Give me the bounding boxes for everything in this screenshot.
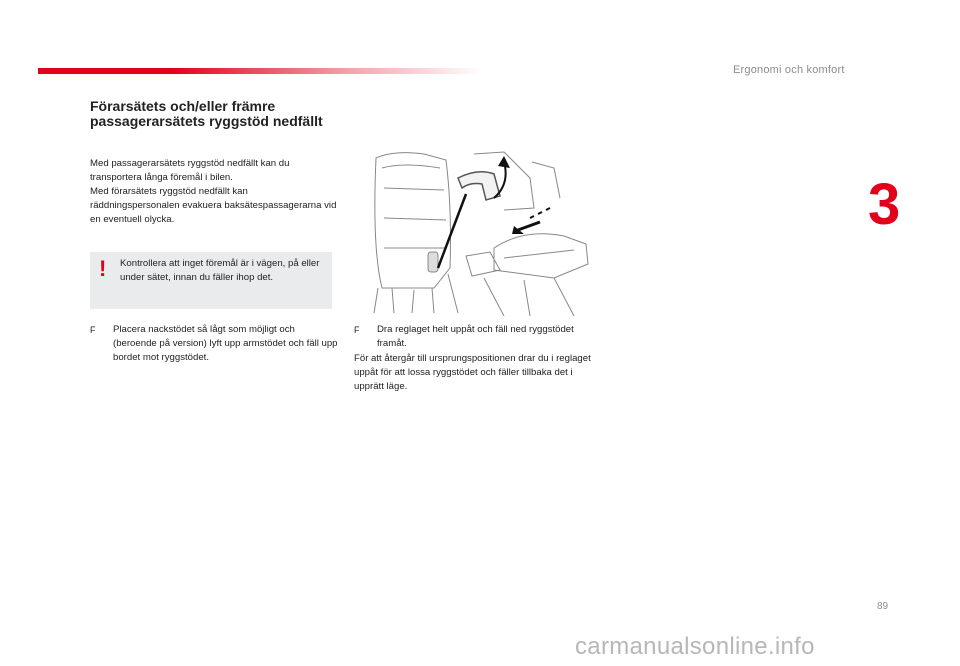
- page-title: Förarsätets och/eller främre passagerarsätets ryggstöd nedfällt: [90, 98, 323, 129]
- step-item: [354, 323, 594, 351]
- step-item: [90, 323, 340, 365]
- step-text: Dra reglaget helt uppåt och fäll ned ryggstödet framåt.: [377, 324, 574, 349]
- intro-paragraph: Med passagerarsätets ryggstöd nedfällt kan du transportera långa föremål i bilen. Med förarsätets ryggstöd nedfällt kan räddningspersonalen evakuera baksätespassagerarna vid en eventuell olycka.: [90, 158, 337, 225]
- page-number: 89: [877, 601, 889, 612]
- chapter-number: 3: [868, 172, 901, 237]
- step-marker: F: [90, 325, 96, 335]
- step-text: Placera nackstödet så lågt som möjligt och (beroende på version) lyft upp armstödet och fäll upp bordet mot ryggstödet.: [113, 324, 338, 363]
- header-accent-bar: [38, 68, 483, 74]
- warning-box: [90, 252, 332, 309]
- exclamation-icon: !: [99, 256, 107, 281]
- watermark: carmanualsonline.info: [575, 633, 815, 660]
- section-title: Ergonomi och komfort: [733, 64, 845, 76]
- note-paragraph: För att återgår till ursprungspositionen drar du i reglaget uppåt för att lossa ryggstödet och fäller tillbaka det i upprätt läge.: [354, 353, 591, 392]
- warning-text: Kontrollera att inget föremål är i vägen, på eller under sätet, innan du fäller ihop det.: [120, 258, 320, 283]
- step-marker: F: [354, 325, 360, 335]
- seat-illustration: [354, 148, 594, 316]
